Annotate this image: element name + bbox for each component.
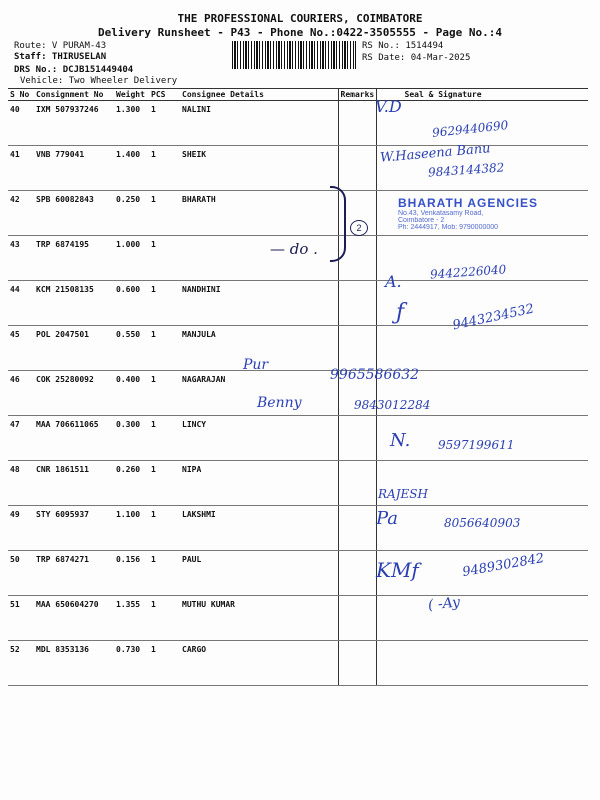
signature-51: KMf bbox=[376, 558, 419, 582]
cell-pcs: 1 bbox=[149, 101, 180, 146]
cell-weight: 0.400 bbox=[114, 371, 149, 416]
drs-number: DRS No.: DCJB151449404 bbox=[14, 65, 134, 75]
handwritten-phone-46: 9965586632 bbox=[330, 367, 420, 383]
handwritten-phone-50: 8056640903 bbox=[444, 516, 521, 530]
cell-consignment: TRP 6874271 bbox=[34, 551, 114, 596]
stamp-name: BHARATH AGENCIES bbox=[398, 196, 539, 210]
cell-weight: 0.600 bbox=[114, 281, 149, 326]
stamp-address: No.43, Venkatasamy Road, bbox=[398, 210, 484, 217]
cell-consignee: PAUL bbox=[180, 551, 338, 596]
runsheet-subtitle: Delivery Runsheet - P43 - Phone No.:0422-3505555 - Page No.:4 bbox=[98, 26, 502, 39]
cell-pcs: 1 bbox=[149, 551, 180, 596]
ditto-mark-43: — do . bbox=[270, 240, 318, 258]
cell-consignment: MAA 706611065 bbox=[34, 416, 114, 461]
cell-sno: 49 bbox=[8, 506, 34, 551]
vehicle-label: Vehicle: Two Wheeler Delivery bbox=[20, 76, 178, 86]
circled-number: 2 bbox=[350, 220, 368, 236]
cell-consignment: MDL 8353136 bbox=[34, 641, 114, 686]
cell-remarks bbox=[338, 281, 376, 326]
stamp-phone: Ph: 2444917, Mob: 9790000000 bbox=[398, 224, 499, 231]
cell-remarks bbox=[338, 416, 376, 461]
cell-remarks bbox=[338, 146, 376, 191]
cell-sno: 40 bbox=[8, 101, 34, 146]
cell-weight: 0.550 bbox=[114, 326, 149, 371]
cell-weight: 1.355 bbox=[114, 596, 149, 641]
cell-sno: 47 bbox=[8, 416, 34, 461]
barcode bbox=[232, 41, 356, 69]
col-sno: S No bbox=[8, 89, 34, 101]
handwritten-name-41: W.Haseena Banu bbox=[379, 141, 492, 166]
handwritten-phone-48: 9597199611 bbox=[438, 438, 515, 452]
cell-consignee: MUTHU KUMAR bbox=[180, 596, 338, 641]
cell-consignment: POL 2047501 bbox=[34, 326, 114, 371]
cell-consignee: NAGARAJAN bbox=[180, 371, 338, 416]
cell-sno: 45 bbox=[8, 326, 34, 371]
table-row bbox=[8, 461, 588, 506]
stamp-city: Coimbatore - 2 bbox=[398, 217, 445, 224]
cell-pcs: 1 bbox=[149, 191, 180, 236]
runsheet-table bbox=[8, 88, 588, 686]
handwritten-name-49: RAJESH bbox=[378, 487, 428, 501]
cell-consignment: CNR 1861511 bbox=[34, 461, 114, 506]
route-label: Route: V PURAM-43 bbox=[14, 41, 107, 51]
cell-weight: 0.260 bbox=[114, 461, 149, 506]
cell-sno: 44 bbox=[8, 281, 34, 326]
cell-signature bbox=[376, 596, 588, 641]
cell-consignee: CARGO bbox=[180, 641, 338, 686]
signature-46: Pur bbox=[243, 357, 269, 373]
cell-remarks bbox=[338, 596, 376, 641]
cell-consignment: TRP 6874195 bbox=[34, 236, 114, 281]
table-header-row bbox=[8, 89, 588, 101]
table-row bbox=[8, 596, 588, 641]
cell-remarks bbox=[338, 461, 376, 506]
cell-signature bbox=[376, 326, 588, 371]
cell-remarks bbox=[338, 641, 376, 686]
col-signature: Seal & Signature bbox=[376, 89, 588, 101]
cell-consignee: BHARATH bbox=[180, 191, 338, 236]
cell-consignee: SHEIK bbox=[180, 146, 338, 191]
cell-pcs: 1 bbox=[149, 641, 180, 686]
signature-40: V.D bbox=[375, 97, 402, 116]
cell-weight: 0.300 bbox=[114, 416, 149, 461]
cell-sno: 41 bbox=[8, 146, 34, 191]
signature-48: N. bbox=[390, 430, 411, 451]
cell-sno: 50 bbox=[8, 551, 34, 596]
cell-sno: 48 bbox=[8, 461, 34, 506]
cell-sno: 46 bbox=[8, 371, 34, 416]
cell-pcs: 1 bbox=[149, 146, 180, 191]
cell-weight: 1.300 bbox=[114, 101, 149, 146]
cell-consignment: COK 25280092 bbox=[34, 371, 114, 416]
cell-consignment: MAA 650604270 bbox=[34, 596, 114, 641]
handwritten-phone-40: 9629440690 bbox=[431, 118, 509, 140]
cell-pcs: 1 bbox=[149, 506, 180, 551]
handwritten-phone-51: 9489302842 bbox=[461, 550, 546, 581]
col-remarks: Remarks bbox=[338, 89, 376, 101]
cell-consignment: IXM 507937246 bbox=[34, 101, 114, 146]
cell-weight: 0.730 bbox=[114, 641, 149, 686]
cell-weight: 1.000 bbox=[114, 236, 149, 281]
signature-47: Benny bbox=[257, 395, 302, 411]
rs-number: RS No.: 1514494 bbox=[362, 41, 444, 51]
handwritten-phone-41: 9843144382 bbox=[427, 160, 505, 180]
cell-weight: 0.250 bbox=[114, 191, 149, 236]
handwritten-phone-45: 9443234532 bbox=[451, 301, 536, 334]
table-row bbox=[8, 641, 588, 686]
signature-52: ( -Ay bbox=[427, 594, 461, 614]
col-weight: Weight bbox=[114, 89, 149, 101]
cell-consignment: SPB 60082843 bbox=[34, 191, 114, 236]
cell-signature bbox=[376, 641, 588, 686]
cell-remarks bbox=[338, 101, 376, 146]
cell-pcs: 1 bbox=[149, 416, 180, 461]
col-consignee: Consignee Details bbox=[180, 89, 338, 101]
cell-sno: 51 bbox=[8, 596, 34, 641]
staff-label: Staff: THIRUSELAN bbox=[14, 52, 107, 62]
cell-sno: 42 bbox=[8, 191, 34, 236]
cell-weight: 1.400 bbox=[114, 146, 149, 191]
cell-pcs: 1 bbox=[149, 461, 180, 506]
cell-pcs: 1 bbox=[149, 371, 180, 416]
cell-consignee: NANDHINI bbox=[180, 281, 338, 326]
col-consignment: Consignment No bbox=[34, 89, 114, 101]
brace-mark bbox=[330, 186, 346, 262]
cell-pcs: 1 bbox=[149, 596, 180, 641]
cell-pcs: 1 bbox=[149, 281, 180, 326]
signature-50: Pa bbox=[376, 508, 399, 529]
rs-date: RS Date: 04-Mar-2025 bbox=[362, 53, 471, 63]
cell-sno: 43 bbox=[8, 236, 34, 281]
cell-sno: 52 bbox=[8, 641, 34, 686]
company-stamp bbox=[398, 196, 563, 258]
cell-consignee: NALINI bbox=[180, 101, 338, 146]
cell-consignee: LINCY bbox=[180, 416, 338, 461]
cell-consignment: KCM 21508135 bbox=[34, 281, 114, 326]
cell-pcs: 1 bbox=[149, 236, 180, 281]
cell-remarks bbox=[338, 506, 376, 551]
cell-consignee: NIPA bbox=[180, 461, 338, 506]
cell-remarks bbox=[338, 326, 376, 371]
cell-pcs: 1 bbox=[149, 326, 180, 371]
handwritten-phone-47: 9843012284 bbox=[354, 398, 431, 412]
cell-weight: 1.100 bbox=[114, 506, 149, 551]
table-row bbox=[8, 326, 588, 371]
signature-45: ƒ bbox=[396, 300, 405, 325]
col-pcs: PCS bbox=[149, 89, 180, 101]
handwritten-phone-44: 9442226040 bbox=[429, 262, 507, 282]
company-title: THE PROFESSIONAL COURIERS, COIMBATORE bbox=[177, 12, 423, 25]
cell-remarks bbox=[338, 551, 376, 596]
cell-consignee: MANJULA bbox=[180, 326, 338, 371]
cell-consignment: VNB 779041 bbox=[34, 146, 114, 191]
cell-weight: 0.156 bbox=[114, 551, 149, 596]
signature-44: A. bbox=[385, 272, 402, 291]
cell-consignee: LAKSHMI bbox=[180, 506, 338, 551]
cell-consignment: STY 6095937 bbox=[34, 506, 114, 551]
